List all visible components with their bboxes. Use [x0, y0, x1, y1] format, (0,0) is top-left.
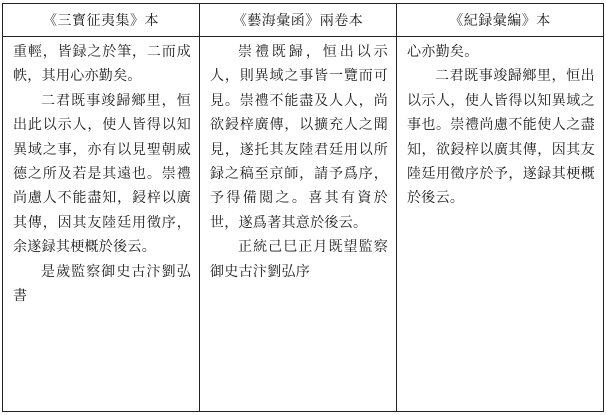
column-header-jilu: 《紀録彙編》本: [397, 4, 603, 37]
column-body-jilu: [397, 37, 603, 411]
paragraph: 二君既事竣歸鄉里，恒出以示人，使人皆得以知異域之事也。崇禮尚慮不能使人之盡知，欲鋟梓以廣其傳，因其友陸廷用徵序於予，遂録其梗概於後云。: [407, 68, 595, 207]
column-body-sanbao: [3, 37, 200, 411]
signature-line: 是歲監察御史古汴劉弘書: [13, 263, 191, 305]
column-header-sanbao: 《三寳征夷集》本: [3, 4, 200, 37]
signature-line: 正統己巳正月既望監察御史古汴劉弘序: [210, 239, 388, 280]
column-body-yihai: [200, 37, 397, 411]
comparison-table: [2, 3, 604, 412]
paragraph: 崇禮既歸，恒出以示人，則異域之事皆一覽而可見。崇禮不能盡及人人，尚欲鋟梓廣傳，以擴充人之聞見，遂托其友陸君廷用以所録之稿至京師，請予爲序，予得備閲之。喜其有資於世，遂爲著其意於後云。: [210, 44, 388, 231]
paragraph: 二君既事竣歸鄉里，恒出此以示人，使人皆得以知異域之事，亦有以見聖朝威德之所及若是其遠也。崇禮尚慮人不能盡知，鋟梓以廣其傳，因其友陸廷用徵序，余遂録其梗概於後云。: [13, 92, 191, 256]
paragraph: 重輕，皆録之於筆，二而成帙，其用心亦勤矣。: [13, 44, 191, 85]
column-header-yihai: 《藝海彙函》兩卷本: [200, 4, 397, 37]
paragraph: 心亦勤矣。: [407, 44, 479, 60]
